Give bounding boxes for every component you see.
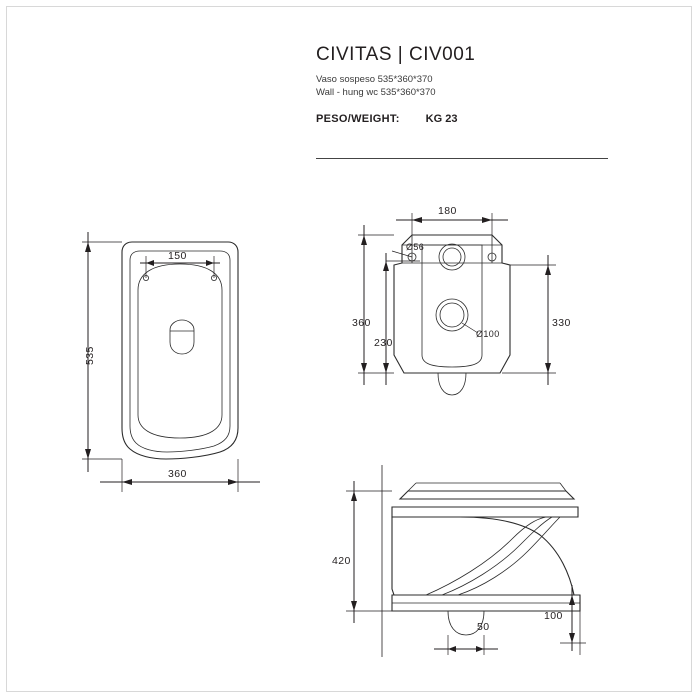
dim-front-hole-100: Ø100 [476, 329, 500, 339]
dim-front-360: 360 [352, 317, 371, 329]
dim-top-150: 150 [168, 250, 187, 262]
dim-side-420: 420 [332, 555, 351, 567]
weight-row [316, 113, 626, 125]
page-title: CIVITAS | CIV001 [316, 44, 476, 65]
dim-side-50: 50 [477, 621, 490, 633]
dim-front-hole-56: Ø56 [406, 242, 425, 252]
dim-top-535: 535 [84, 346, 96, 365]
top-view [60, 230, 290, 510]
dim-side-100: 100 [544, 610, 563, 622]
dim-front-330: 330 [552, 317, 571, 329]
dim-front-180: 180 [438, 205, 457, 217]
subtitle-english: Wall - hung wc 535*360*370 [316, 87, 436, 98]
subtitle-italian: Vaso sospeso 535*360*370 [316, 74, 433, 85]
weight-label: PESO/WEIGHT: [316, 113, 400, 125]
front-view [350, 205, 590, 435]
dim-front-230: 230 [374, 337, 393, 349]
dim-top-360: 360 [168, 468, 187, 480]
header-block [316, 44, 626, 125]
weight-value: KG 23 [425, 113, 458, 125]
side-view [330, 455, 600, 670]
header-divider [316, 158, 608, 159]
